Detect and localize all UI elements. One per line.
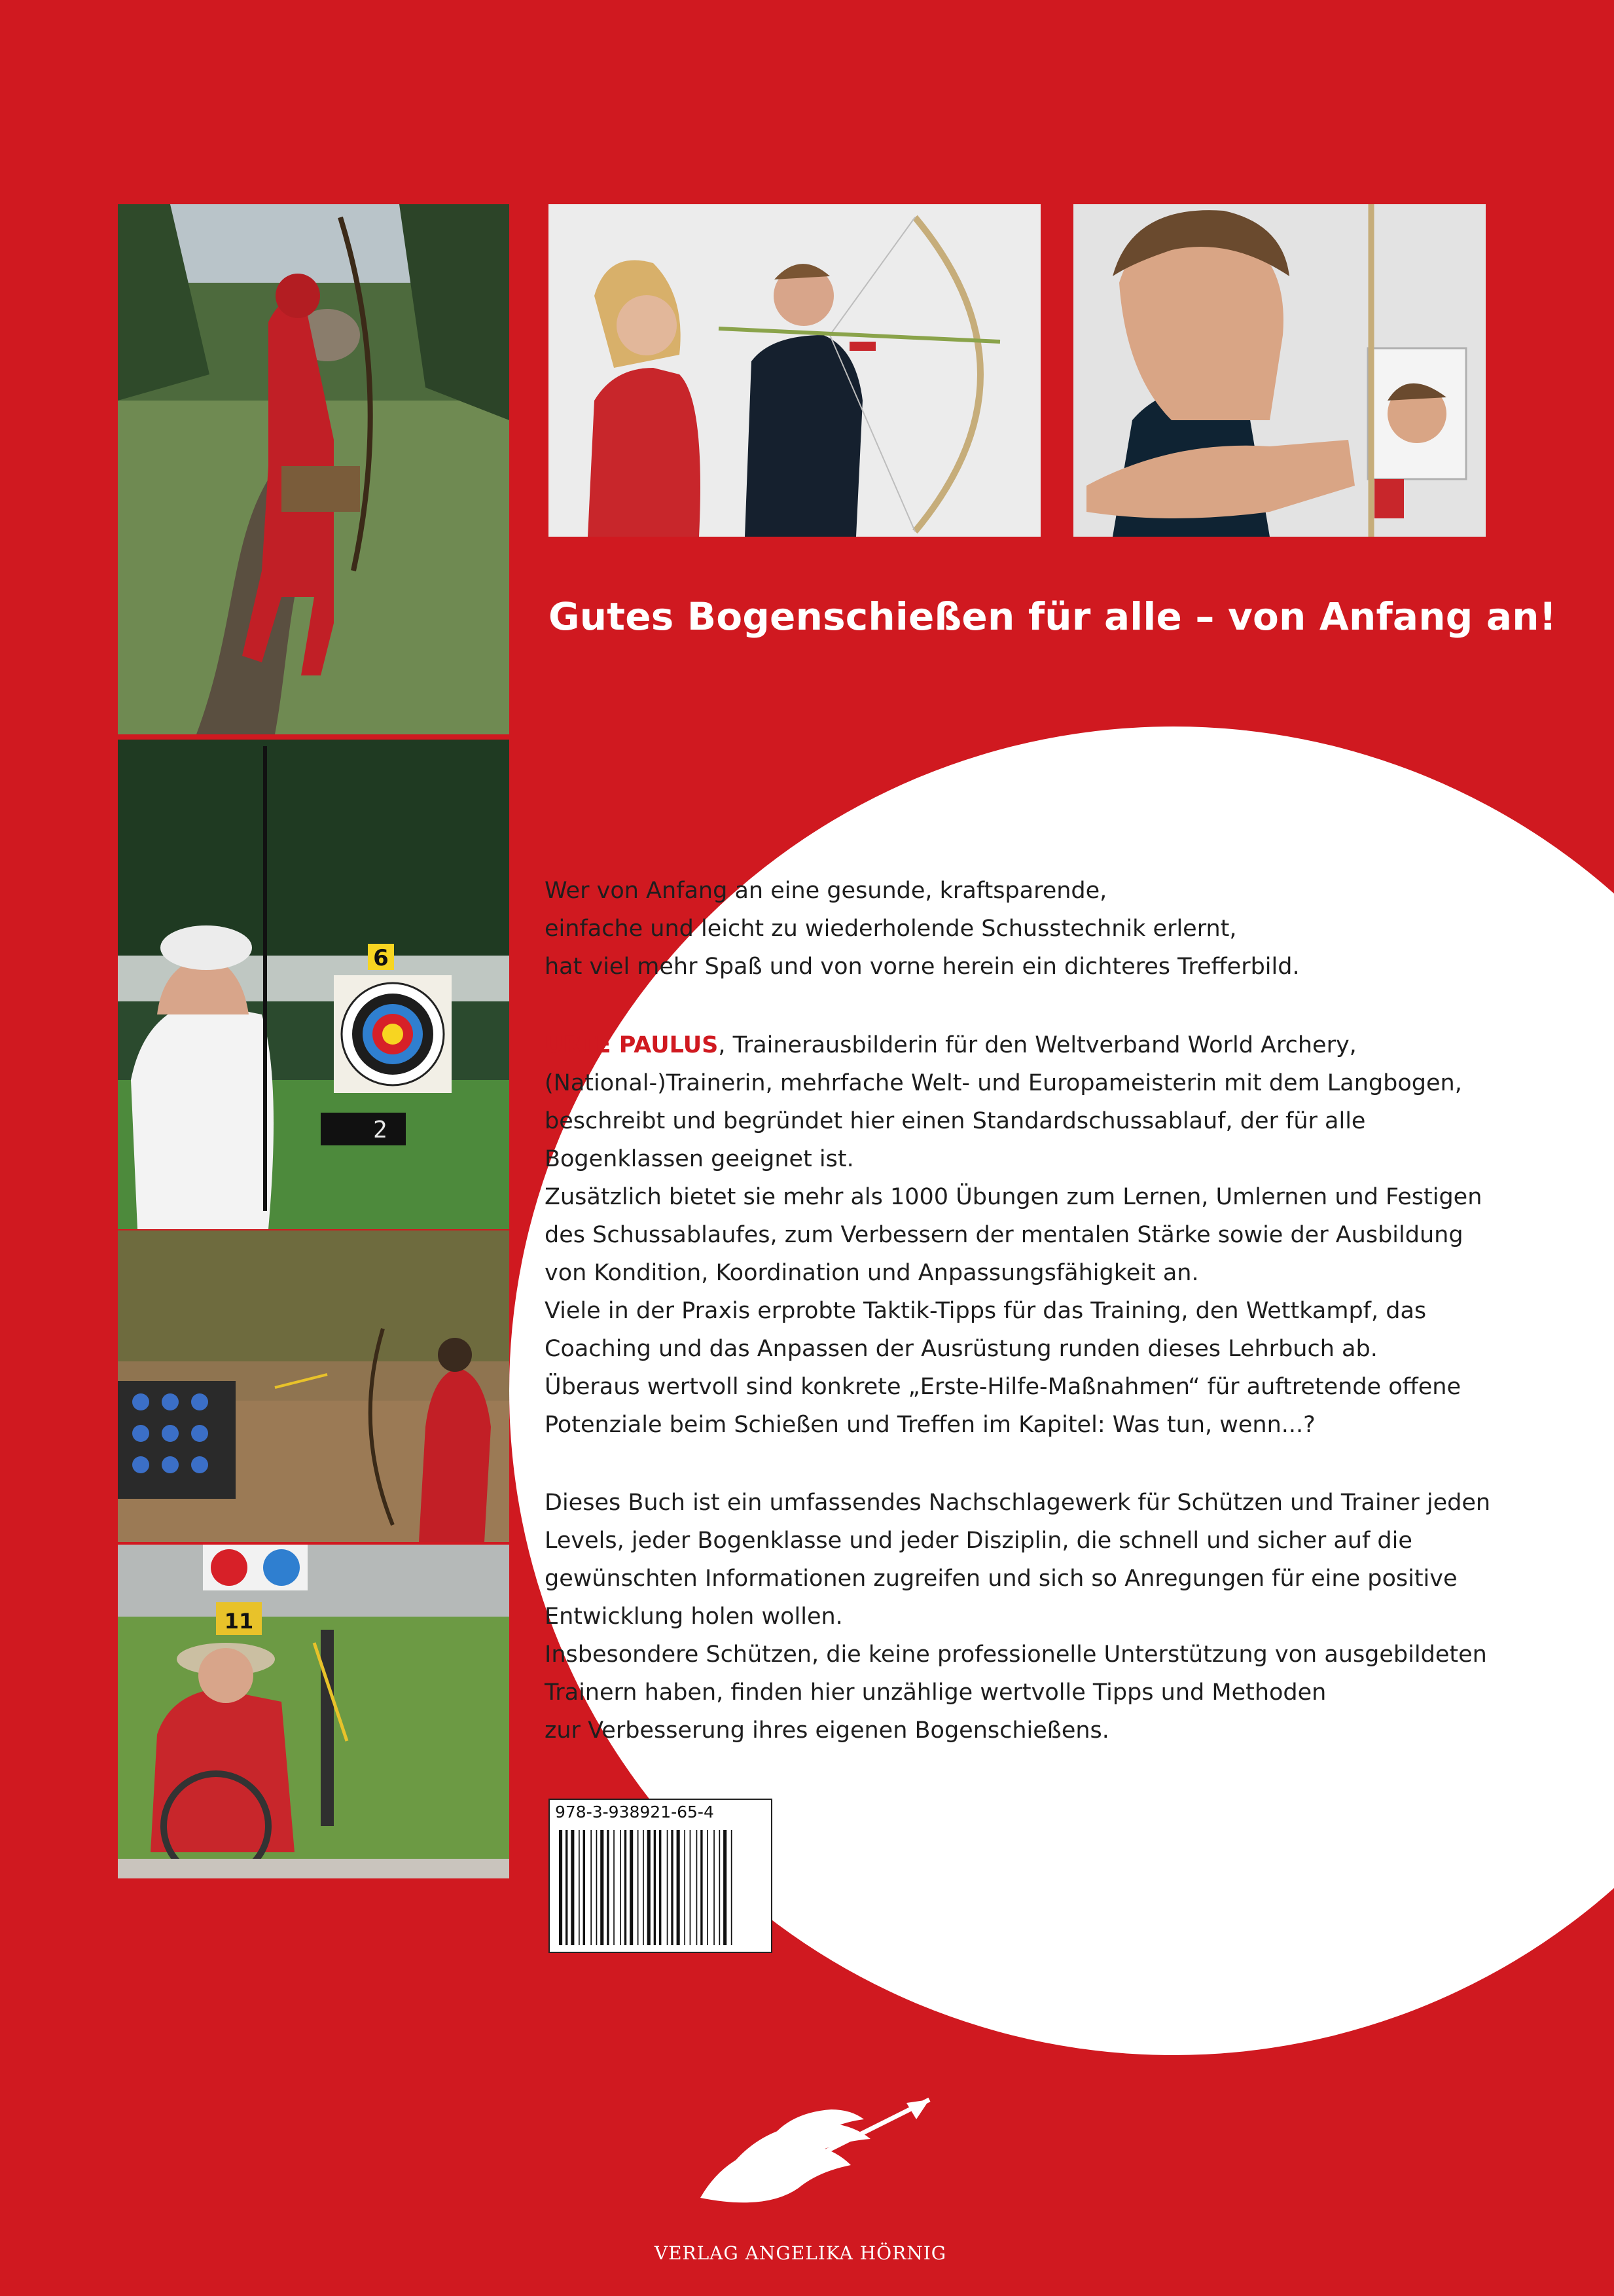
- body-line: von Kondition, Koordination und Anpassungsfähigkeit an.: [545, 1260, 1199, 1286]
- body-line: Bogenklassen geeignet ist.: [545, 1146, 854, 1172]
- barcode-bar: [654, 1830, 656, 1945]
- body-line: Überaus wertvoll sind konkrete „Erste-Hilfe-Maßnahmen“ für auftretende offene: [545, 1374, 1461, 1400]
- closing-line: zur Verbesserung ihres eigenen Bogenschießens.: [545, 1717, 1109, 1744]
- description-text: [545, 1026, 1487, 1444]
- barcode-bar: [643, 1830, 644, 1945]
- photo-wheelchair-compound-archer: [118, 1545, 509, 1878]
- intro-line: Wer von Anfang an eine gesunde, kraftsparende,: [545, 878, 1107, 904]
- barcode-bar: [630, 1830, 633, 1945]
- barcode-bar: [696, 1830, 698, 1945]
- isbn-box: [548, 1799, 772, 1953]
- barcode-bar: [700, 1830, 702, 1945]
- barcode-bar: [647, 1830, 651, 1945]
- barcode-bar: [731, 1830, 732, 1945]
- closing-line: gewünschten Informationen zugreifen und sich so Anregungen für eine positive: [545, 1566, 1458, 1592]
- barcode-bar: [624, 1830, 626, 1945]
- intro-text: [545, 872, 1487, 986]
- closing-line: Insbesondere Schützen, die keine professionelle Unterstützung von ausgebildeten: [545, 1641, 1487, 1668]
- intro-line: einfache und leicht zu wiederholende Schusstechnik erlernt,: [545, 916, 1237, 942]
- barcode-bar: [723, 1830, 726, 1945]
- isbn-number: 978-3-938921-65-4: [555, 1803, 714, 1821]
- photo-longbow-archer-forest: [118, 204, 509, 734]
- barcode-bar: [579, 1830, 580, 1945]
- publisher-name: VERLAG ANGELIKA HÖRNIG: [654, 2242, 947, 2264]
- closing-text: [545, 1484, 1491, 1749]
- body-line: Zusätzlich bietet sie mehr als 1000 Übungen zum Lernen, Umlernen und Festigen: [545, 1184, 1482, 1210]
- author-line: [545, 1026, 1487, 1064]
- barcode-bar: [613, 1830, 615, 1945]
- body-line: (National-)Trainerin, mehrfache Welt- und Europameisterin mit dem Langbogen,: [545, 1070, 1462, 1096]
- barcode-bar: [690, 1830, 691, 1945]
- closing-line: Trainern haben, finden hier unzählige wertvolle Tipps und Methoden: [545, 1679, 1327, 1706]
- barcode-bar: [607, 1830, 609, 1945]
- photo-archer-quiver-targets: [118, 1230, 509, 1542]
- barcode-bar: [565, 1830, 567, 1945]
- closing-line: Dieses Buch ist ein umfassendes Nachschlagewerk für Schützen und Trainer jeden: [545, 1490, 1491, 1516]
- body-line: des Schussablaufes, zum Verbessern der mentalen Stärke sowie der Ausbildung: [545, 1222, 1463, 1248]
- photo-archer-target-field: [118, 740, 509, 1229]
- barcode-bar: [713, 1830, 715, 1945]
- barcode-bar: [719, 1830, 721, 1945]
- barcode-bar: [707, 1830, 708, 1945]
- barcode-bar: [583, 1830, 585, 1945]
- author-line-rest: , Trainerausbilderin für den Weltverband World Archery,: [718, 1032, 1357, 1058]
- target-number: 6: [373, 945, 389, 971]
- barcode-bar: [659, 1830, 661, 1945]
- barcode-bar: [684, 1830, 685, 1945]
- body-line: Coaching und das Anpassen der Ausrüstung runden dieses Lehrbuch ab.: [545, 1336, 1378, 1362]
- tagline: Gutes Bogenschießen für alle – von Anfang an!: [548, 594, 1557, 639]
- closing-line: Levels, jeder Bogenklasse und jeder Disziplin, die schnell und sicher auf die: [545, 1528, 1412, 1554]
- author-name: URTE PAULUS: [545, 1032, 719, 1058]
- body-line: Potenziale beim Schießen und Treffen im Kapitel: Was tun, wenn...?: [545, 1412, 1316, 1438]
- intro-line: hat viel mehr Spaß und von vorne herein ein dichteres Trefferbild.: [545, 954, 1300, 980]
- barcode-bar: [671, 1830, 673, 1945]
- barcode-bar: [596, 1830, 598, 1945]
- lane-number: 11: [224, 1609, 254, 1634]
- barcode: [559, 1830, 762, 1945]
- body-line: Viele in der Praxis erprobte Taktik-Tipps für das Training, den Wettkampf, das: [545, 1298, 1427, 1324]
- closing-line: Entwicklung holen wollen.: [545, 1604, 843, 1630]
- body-line: beschreibt und begründet hier einen Standardschussablauf, der für alle: [545, 1108, 1366, 1134]
- barcode-bar: [637, 1830, 639, 1945]
- publisher-logo-icon: [687, 2073, 949, 2224]
- barcode-bar: [559, 1830, 562, 1945]
- photo-coach-correcting-draw: [548, 204, 1041, 537]
- barcode-bar: [571, 1830, 574, 1945]
- barcode-bar: [667, 1830, 668, 1945]
- barcode-bar: [600, 1830, 603, 1945]
- score-display: 2: [373, 1117, 387, 1143]
- photo-archer-mirror-training: [1073, 204, 1486, 537]
- barcode-bar: [620, 1830, 621, 1945]
- barcode-bar: [677, 1830, 680, 1945]
- barcode-bar: [590, 1830, 592, 1945]
